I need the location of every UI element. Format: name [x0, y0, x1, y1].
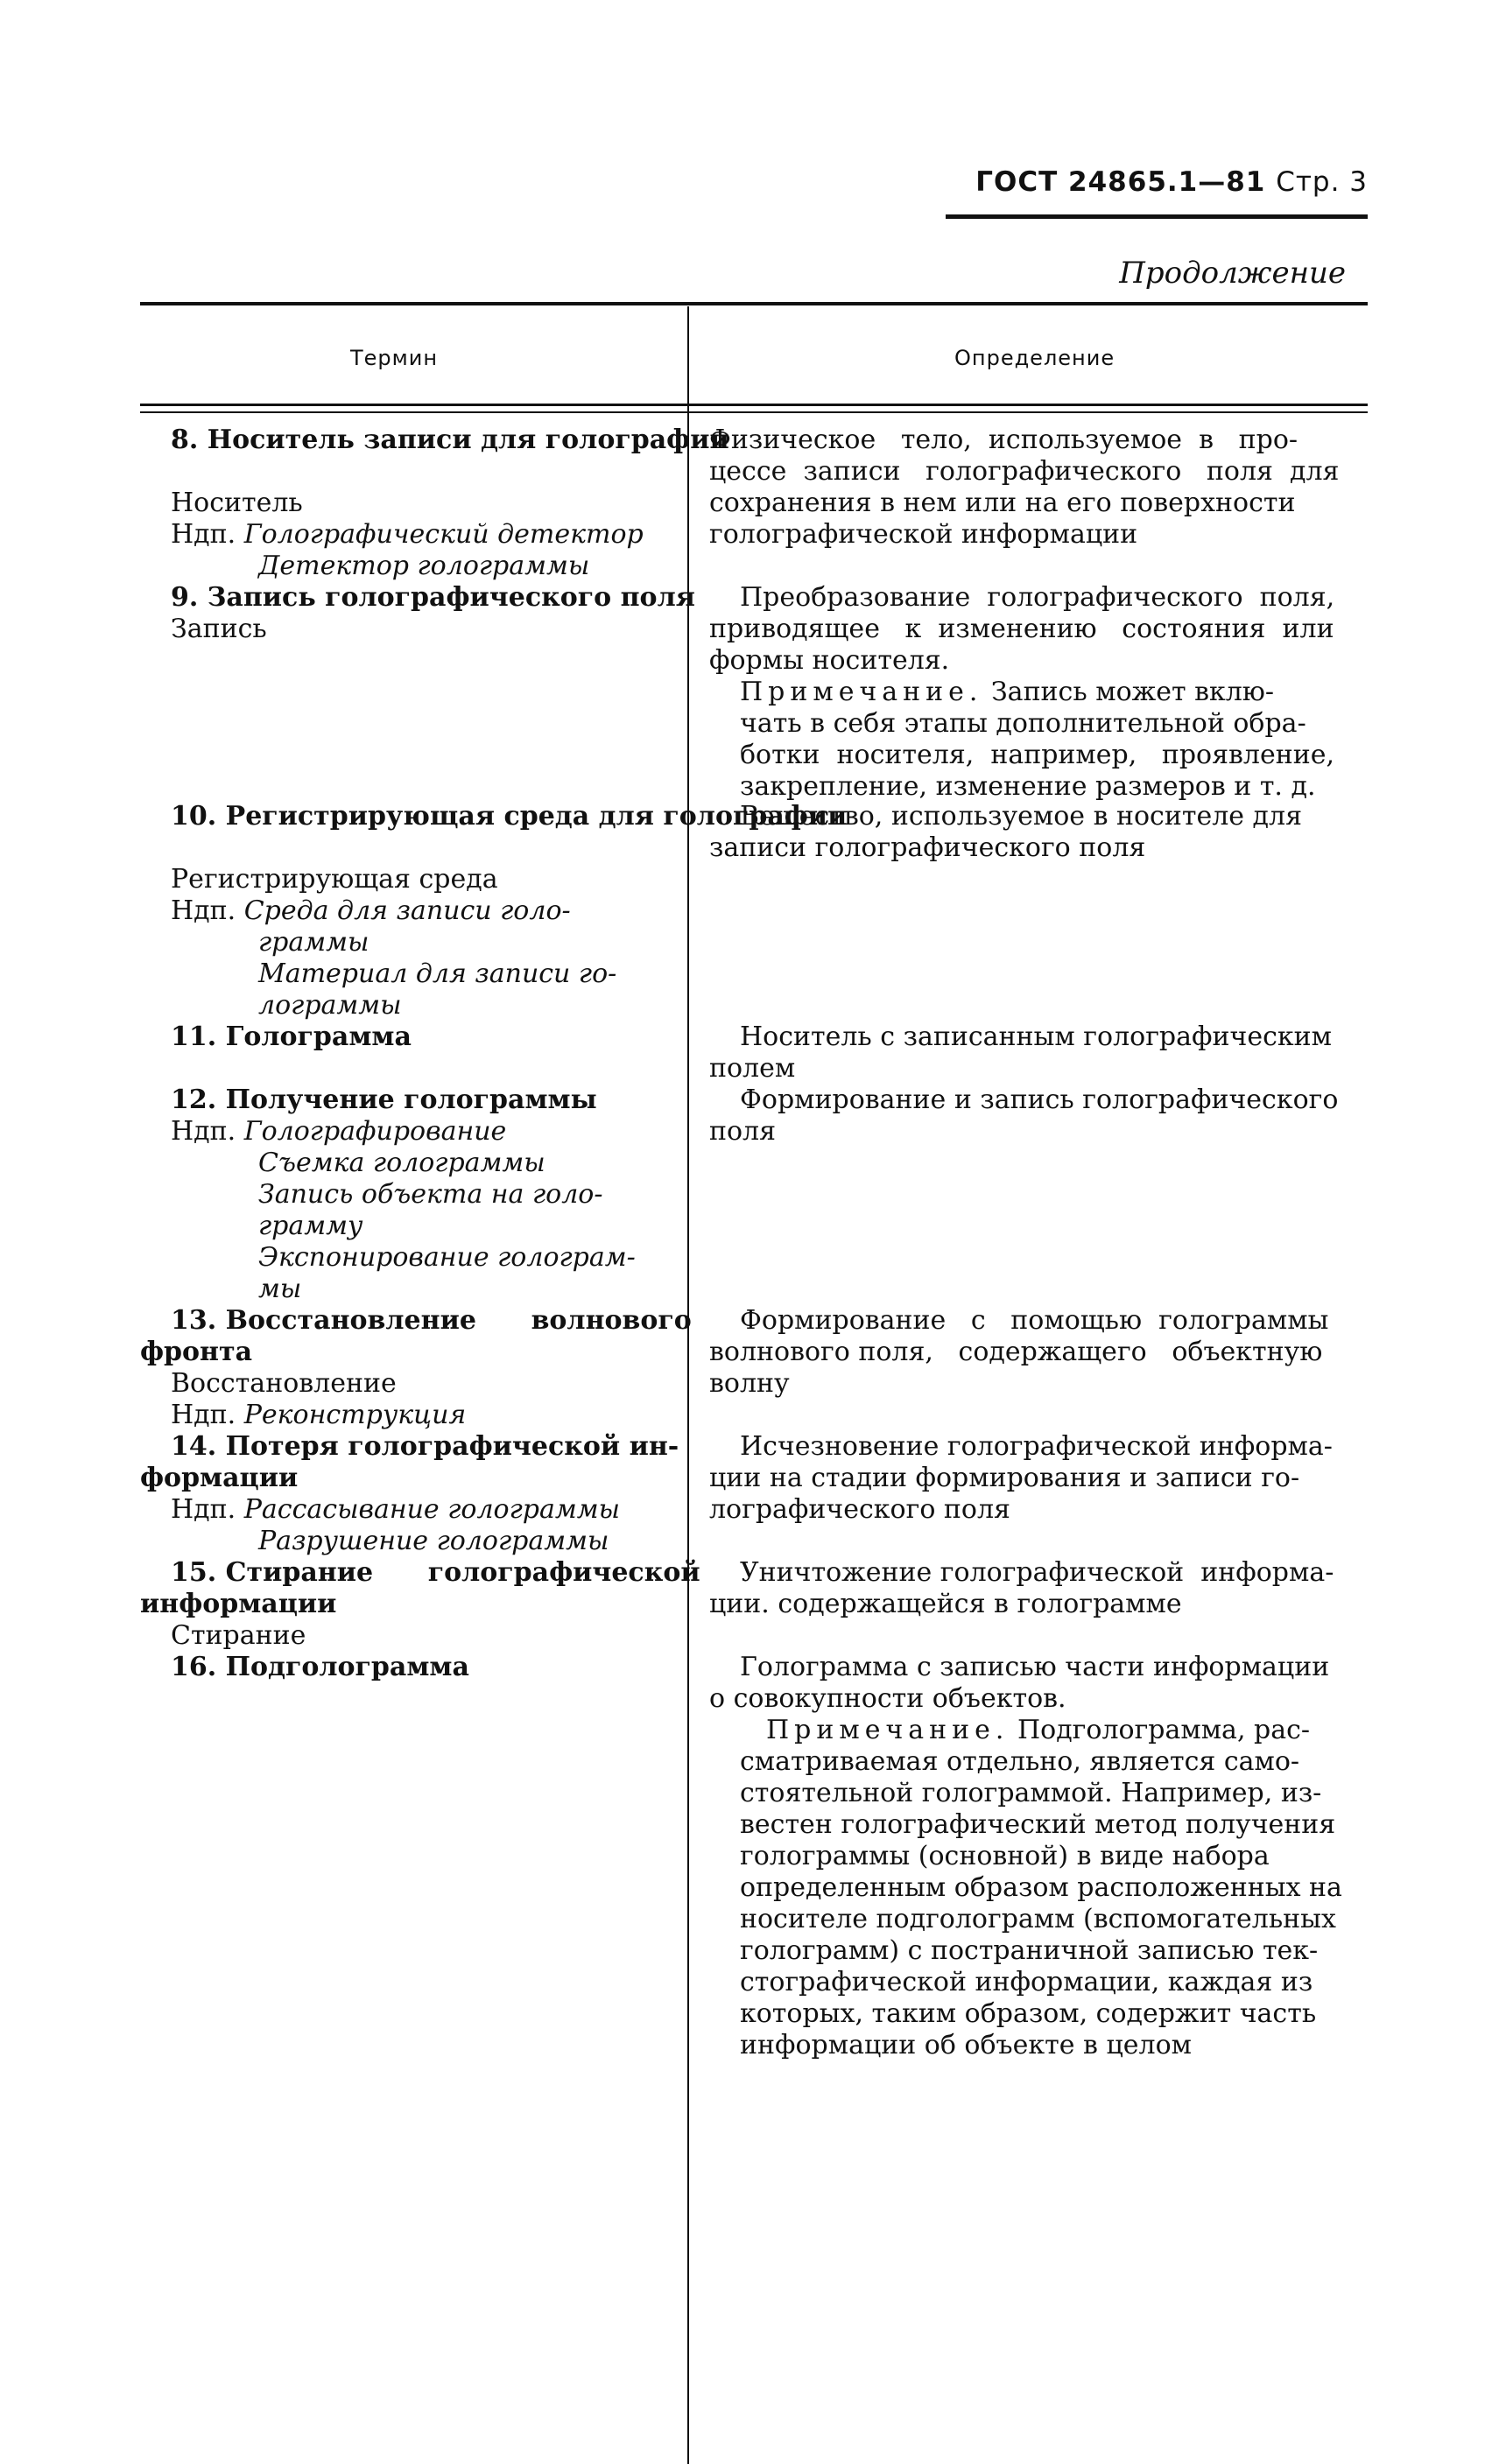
def-11-l2: полем [709, 1053, 796, 1084]
term-10-ndp-cont: граммы [258, 927, 369, 958]
term-16-title: 16. Подголограмма [171, 1652, 469, 1682]
term-14-ndp-2: Разрушение голограммы [258, 1526, 609, 1556]
continuation-label: Продолжение [1119, 256, 1346, 291]
def-16-note-l4: вестен голографический метод получения [740, 1809, 1336, 1840]
header-rule-2 [140, 411, 1368, 413]
term-12-ndp-2: Съемка голограммы [258, 1148, 545, 1178]
def-9-note-l4: закрепление, изменение размеров и т. д. [740, 771, 1316, 802]
def-16-l2: о совокупности объектов. [709, 1683, 1066, 1714]
term-8-ndp-2: Детектор голограммы [258, 551, 590, 581]
def-14-l2: ции на стадии формирования и записи го- [709, 1463, 1300, 1493]
term-10-ndp-2: Материал для записи го- [258, 958, 617, 989]
def-9-l3: формы носителя. [709, 645, 950, 676]
term-9-short: Запись [171, 614, 267, 644]
def-16-note-l5: голограммы (основной) в виде набора [740, 1841, 1270, 1871]
term-8-line1: 8. Носитель записи для голографии [171, 425, 729, 455]
def-13: Формирование с помощью голограммы [740, 1305, 1329, 1336]
term-10-ndp: Ндп. Среда для записи голо- [171, 895, 571, 926]
term-13-cont: фронта [140, 1337, 253, 1367]
term-12-ndp-4-cont: мы [258, 1274, 302, 1304]
column-header-definition: Определение [954, 346, 1115, 370]
term-14-cont: формации [140, 1463, 299, 1493]
def-11: Носитель с записанным голографическим [740, 1021, 1332, 1052]
def-12-l2: поля [709, 1116, 777, 1147]
header-rule-1 [140, 404, 1368, 406]
page-header [975, 166, 1368, 198]
header-rule [946, 214, 1368, 219]
term-9 [171, 582, 695, 614]
term-8-ndp-1: Голографический детектор [243, 519, 644, 550]
term-13: 13. Восстановление волнового [171, 1305, 692, 1336]
term-13-ndp: Ндп. Реконструкция [171, 1400, 467, 1430]
def-13-l3: волну [709, 1368, 790, 1399]
term-11 [171, 1021, 412, 1053]
term-8 [171, 425, 729, 456]
term-12-ndp-3-cont: грамму [258, 1211, 363, 1241]
def-16-note-l11: информации об объекте в целом [740, 2030, 1192, 2060]
def-8-l4: голографической информации [709, 519, 1138, 550]
term-12-ndp: Ндп. Голографирование [171, 1116, 507, 1147]
term-11-title: 11. Голограмма [171, 1021, 412, 1052]
def-13-l2: волнового поля, содержащего объектную [709, 1337, 1323, 1367]
def-16: Голограмма с записью части информации [740, 1652, 1330, 1682]
def-9: Преобразование голографического поля, [740, 582, 1335, 613]
term-15-cont: информации [140, 1589, 337, 1619]
def-9-l2: приводящее к изменению состояния или [709, 614, 1334, 644]
term-14-ndp: Ндп. Рассасывание голограммы [171, 1494, 621, 1525]
def-10-l2: записи голографического поля [709, 832, 1146, 863]
def-16-note: Примечание. Подголограмма, рас- [766, 1715, 1311, 1745]
term-8-ndp: Ндп. Голографический детектор [171, 519, 644, 550]
page-number: Стр. 3 [1276, 166, 1368, 198]
def-8-l2: цессе записи голографического поля для [709, 456, 1340, 487]
def-14: Исчезновение голографической информа- [740, 1431, 1333, 1462]
def-16-note-l6: определенным образом расположенных на [740, 1872, 1342, 1903]
column-divider [687, 306, 689, 2464]
def-12: Формирование и запись голографического [740, 1085, 1339, 1115]
term-8-short: Носитель [171, 488, 303, 518]
def-9-note-l3: ботки носителя, например, проявление, [740, 740, 1335, 770]
term-10-short: Регистрирующая среда [171, 864, 498, 895]
term-10-ndp-2-cont: лограммы [258, 990, 402, 1021]
def-16-note-l3: стоятельной голограммой. Например, из- [740, 1778, 1322, 1808]
def-16-note-l2: сматриваемая отдельно, является само- [740, 1746, 1300, 1777]
term-15-short: Стирание [171, 1620, 306, 1651]
def-8: Физическое тело, используемое в про- [709, 425, 1298, 455]
term-10-title: 10. Регистрирующая среда для голографии [171, 801, 848, 832]
def-10: Вещество, используемое в носителе для [740, 801, 1302, 832]
def-8-l3: сохранения в нем или на его поверхности [709, 488, 1296, 518]
def-16-note-l10: которых, таким образом, содержит часть [740, 1998, 1317, 2029]
term-12 [171, 1085, 597, 1116]
term-9-title: 9. Запись голографического поля [171, 582, 695, 613]
def-9-note-l2: чать в себя этапы дополнительной обра- [740, 708, 1306, 739]
def-15: Уничтожение голографической информа- [740, 1557, 1334, 1588]
term-16 [171, 1652, 469, 1683]
term-12-ndp-4: Экспонирование голограм- [258, 1242, 636, 1273]
def-16-note-l9: стографической информации, каждая из [740, 1967, 1313, 1997]
term-12-ndp-3: Запись объекта на голо- [258, 1179, 603, 1210]
table-top-rule [140, 302, 1368, 305]
def-9-note: Примечание. Запись может вклю- [740, 677, 1275, 707]
term-13-short: Восстановление [171, 1368, 397, 1399]
column-header-term: Термин [350, 346, 439, 370]
def-16-note-l7: носителе подголограмм (вспомогательных [740, 1904, 1336, 1934]
term-14: 14. Потеря голографической ин- [171, 1431, 679, 1462]
term-12-title: 12. Получение голограммы [171, 1085, 597, 1115]
term-15: 15. Стирание голографической [171, 1557, 700, 1588]
def-15-l2: ции. содержащейся в голограмме [709, 1589, 1182, 1619]
def-16-note-l8: голограмм) с постраничной записью тек- [740, 1935, 1319, 1966]
def-14-l3: лографического поля [709, 1494, 1010, 1525]
standard-number: ГОСТ 24865.1—81 [975, 166, 1266, 198]
